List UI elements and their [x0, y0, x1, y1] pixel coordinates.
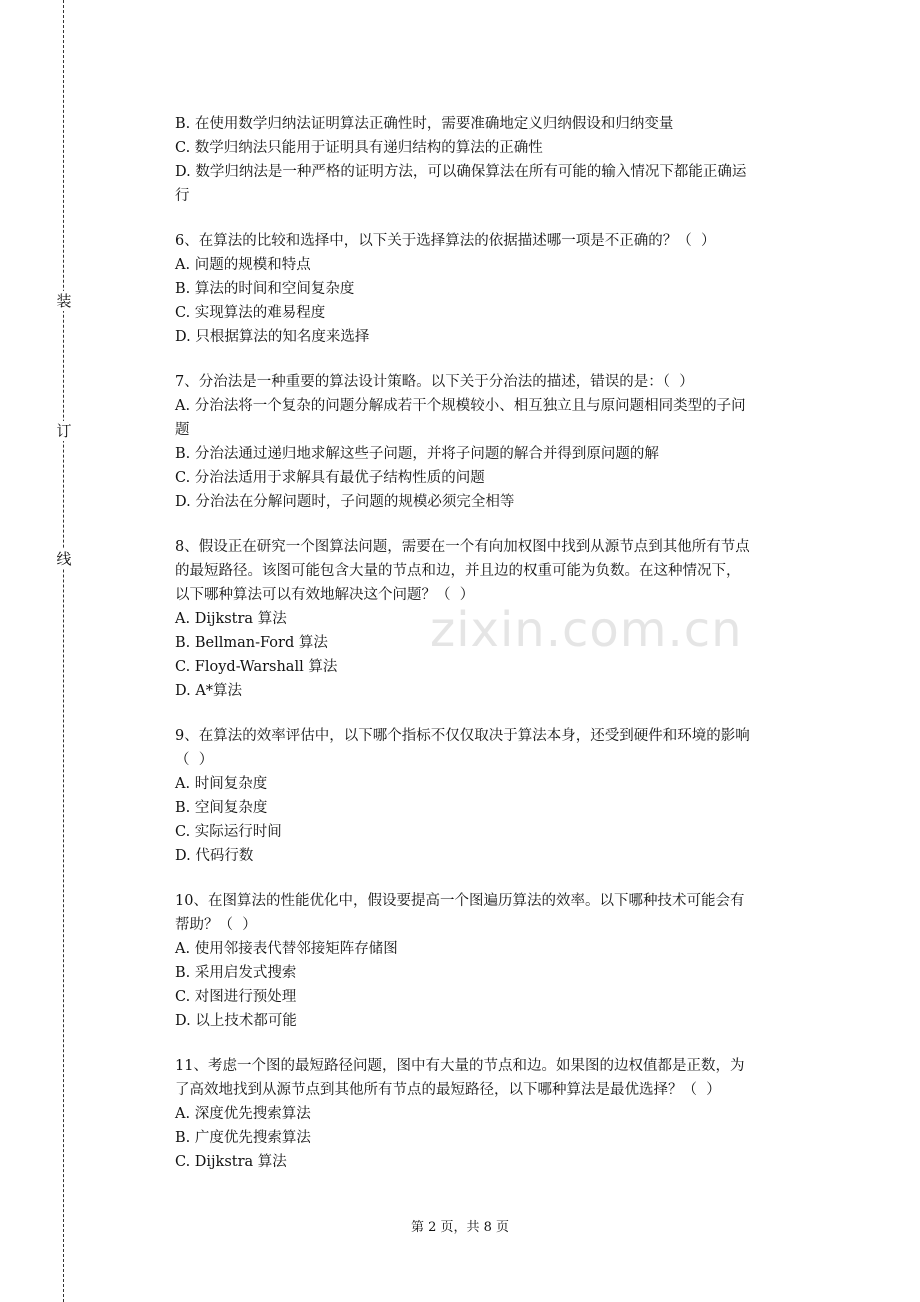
question-line: A. 时间复杂度	[175, 776, 268, 792]
question-block	[175, 1054, 815, 1174]
question-line: C. Floyd-Warshall 算法	[175, 659, 338, 675]
block-gap	[175, 208, 815, 229]
question-stem-line: 7、分治法是一种重要的算法设计策略。以下关于分治法的描述，错误的是：（ ）	[175, 374, 694, 390]
question-line: A. 分治法将一个复杂的问题分解成若干个规模较小、相互独立且与原问题相同类型的子问	[175, 398, 746, 414]
binding-char-xian: 线	[56, 550, 72, 568]
question-line: 了高效地找到从源节点到其他所有节点的最短路径，以下哪种算法是最优选择？（ ）	[175, 1082, 721, 1098]
question-block	[175, 112, 815, 208]
block-gap	[175, 868, 815, 889]
question-block	[175, 229, 815, 349]
block-gap	[175, 514, 815, 535]
question-line: C. 实现算法的难易程度	[175, 305, 326, 321]
question-block	[175, 889, 815, 1033]
block-gap	[175, 349, 815, 370]
question-line: B. 空间复杂度	[175, 800, 268, 816]
question-line: C. Dijkstra 算法	[175, 1154, 287, 1170]
question-line: A. Dijkstra 算法	[175, 611, 287, 627]
question-line: B. 算法的时间和空间复杂度	[175, 281, 355, 297]
question-block	[175, 724, 815, 868]
question-line: A. 问题的规模和特点	[175, 257, 311, 273]
block-gap	[175, 1033, 815, 1054]
question-line: 题	[175, 422, 190, 438]
question-line: B. Bellman-Ford 算法	[175, 635, 328, 651]
question-line: D. 以上技术都可能	[175, 1013, 297, 1029]
question-stem-line: 10、在图算法的性能优化中，假设要提高一个图遍历算法的效率。以下哪种技术可能会有	[175, 893, 745, 909]
question-line: D. 只根据算法的知名度来选择	[175, 329, 370, 345]
binding-char-ding: 订	[56, 422, 72, 440]
question-stem-line: 6、在算法的比较和选择中，以下关于选择算法的依据描述哪一项是不正确的？（ ）	[175, 233, 716, 249]
question-stem-line: 11、考虑一个图的最短路径问题，图中有大量的节点和边。如果图的边权值都是正数，为	[175, 1058, 745, 1074]
question-line: 的最短路径。该图可能包含大量的节点和边，并且边的权重可能为负数。在这种情况下，	[175, 563, 741, 579]
question-line: 以下哪种算法可以有效地解决这个问题？（ ）	[175, 587, 475, 603]
question-line: A. 深度优先搜索算法	[175, 1106, 311, 1122]
block-gap	[175, 703, 815, 724]
question-line: C. 分治法适用于求解具有最优子结构性质的问题	[175, 470, 485, 486]
question-line: B. 分治法通过递归地求解这些子问题，并将子问题的解合并得到原问题的解	[175, 446, 659, 462]
question-block	[175, 370, 815, 514]
question-line: C. 实际运行时间	[175, 824, 282, 840]
question-line: B. 在使用数学归纳法证明算法正确性时，需要准确地定义归纳假设和归纳变量	[175, 116, 674, 132]
question-line: D. 分治法在分解问题时，子问题的规模必须完全相等	[175, 494, 515, 510]
question-line: B. 广度优先搜索算法	[175, 1130, 311, 1146]
question-content	[175, 112, 815, 1174]
question-line: D. 代码行数	[175, 848, 254, 864]
question-line: C. 数学归纳法只能用于证明具有递归结构的算法的正确性	[175, 140, 543, 156]
question-line: 帮助？（ ）	[175, 917, 257, 933]
binding-dashed-line	[63, 0, 64, 1302]
question-line: B. 采用启发式搜索	[175, 965, 297, 981]
question-line: A. 使用邻接表代替邻接矩阵存储图	[175, 941, 398, 957]
question-block	[175, 535, 815, 703]
question-line: C. 对图进行预处理	[175, 989, 297, 1005]
question-line: 行	[175, 188, 190, 204]
binding-char-zhuang: 装	[56, 292, 72, 310]
question-stem-line: 8、假设正在研究一个图算法问题，需要在一个有向加权图中找到从源节点到其他所有节点	[175, 539, 750, 555]
question-stem-line: 9、在算法的效率评估中，以下哪个指标不仅仅取决于算法本身，还受到硬件和环境的影响	[175, 728, 750, 744]
question-line: D. 数学归纳法是一种严格的证明方法，可以确保算法在所有可能的输入情况下都能正确运	[175, 164, 747, 180]
page-footer: 第 2 页，共 8 页	[410, 1220, 510, 1235]
question-line: D. A*算法	[175, 683, 243, 699]
watermark: zixin.com.cn	[430, 602, 743, 658]
question-line: （ ）	[175, 752, 214, 768]
